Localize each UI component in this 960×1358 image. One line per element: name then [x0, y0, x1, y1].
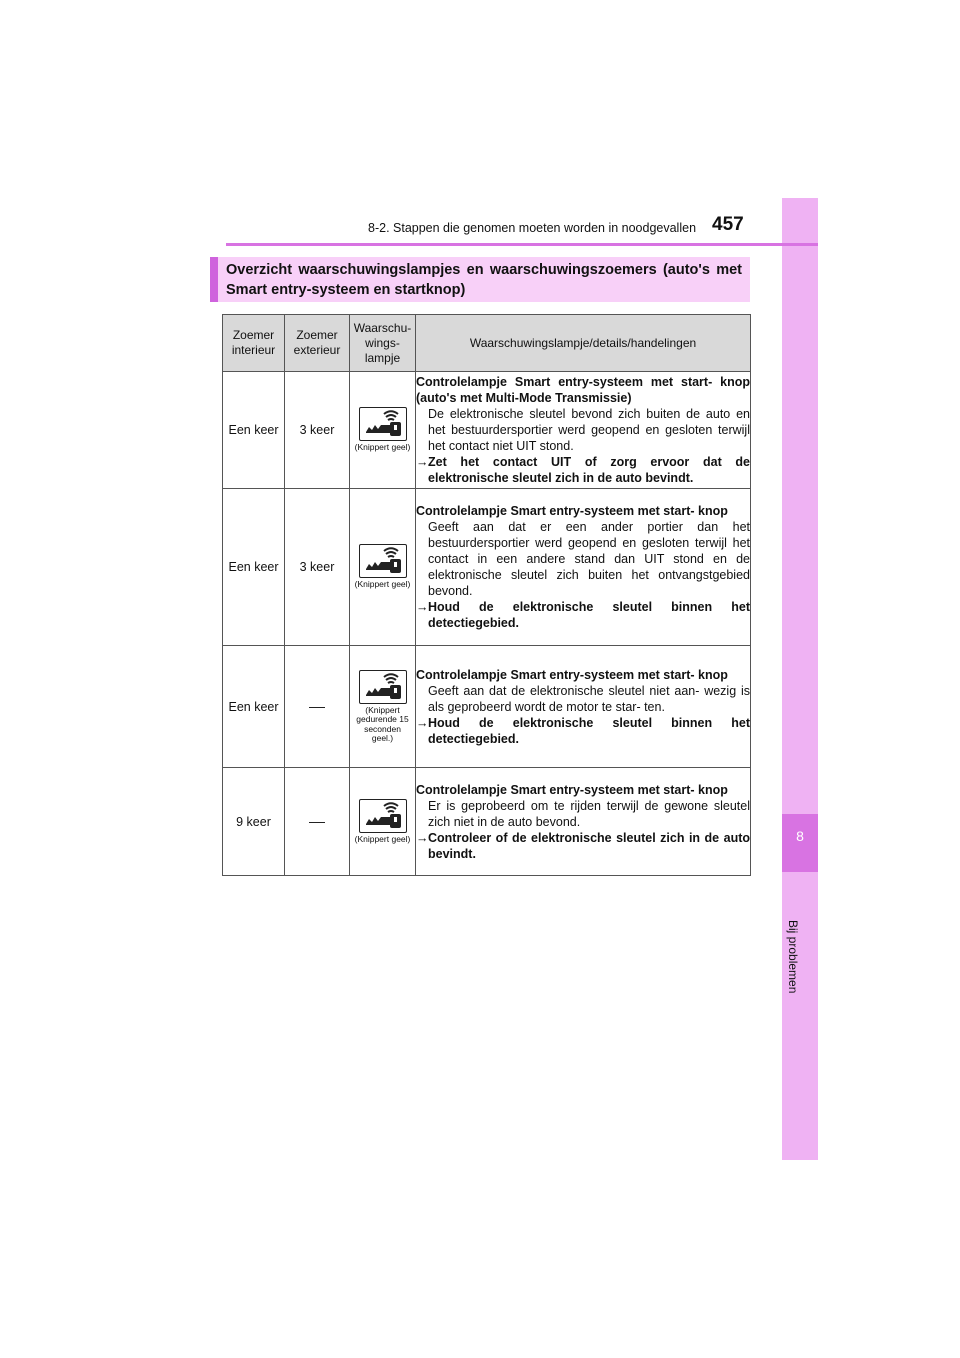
header-exterior-buzzer: Zoemer exterieur: [285, 315, 350, 372]
details-action-text: Houd de elektronische sleutel binnen het detectiegebied.: [428, 715, 750, 746]
details-cell: [416, 646, 751, 768]
warning-lamp-caption: (Knippert geel): [354, 833, 411, 844]
details-body: Geeft aan dat er een ander portier dan het bestuurdersportier werd geopend en gesloten terwijl het contact in een andere stand dan UIT stond en de elektronische sleutel zich buiten het ontvangstgebied bevond.: [428, 520, 750, 598]
smart-key-icon: [359, 544, 407, 578]
exterior-buzzer-count: 3 keer: [285, 489, 350, 646]
details-title: Controlelampje Smart entry-systeem met start- knop: [416, 504, 728, 518]
smart-key-icon: [359, 407, 407, 441]
exterior-buzzer-count: [285, 768, 350, 876]
details-action-text: Controleer of de elektronische sleutel zich in de auto bevindt.: [428, 830, 750, 861]
details-title: Controlelampje Smart entry-systeem met start- knop: [416, 667, 728, 682]
warning-lamp-cell: [350, 372, 416, 489]
smart-key-icon: [359, 799, 407, 833]
interior-buzzer-count: Een keer: [223, 489, 285, 646]
header-warning-lamp: Waarschu- wings- lampje: [350, 315, 416, 372]
dash-icon: [309, 822, 325, 823]
table-row: [223, 768, 751, 876]
exterior-buzzer-count: [285, 646, 350, 768]
page-number: 457: [712, 214, 744, 235]
breadcrumb: 8-2. Stappen die genomen moeten worden in noodgevallen: [368, 221, 697, 235]
header-interior-buzzer: Zoemer interieur: [223, 315, 285, 372]
exterior-buzzer-count: 3 keer: [285, 372, 350, 489]
warning-lamp-caption: (Knippert geel): [354, 442, 411, 453]
interior-buzzer-count: Een keer: [223, 372, 285, 489]
warning-lamp-caption: (Knippert geel): [354, 579, 411, 590]
arrow-icon: →: [416, 600, 429, 614]
chapter-label: Bij problemen: [786, 920, 800, 994]
details-body: Geeft aan dat de elektronische sleutel niet aan- wezig is als geprobeerd wordt de motor te star- ten.: [428, 683, 750, 714]
arrow-icon: →: [416, 455, 429, 469]
table-row: [223, 489, 751, 646]
details-body: De elektronische sleutel bevond zich buiten de auto en het bestuurdersportier werd geopend en gesloten terwijl het contact niet UIT stond.: [428, 407, 750, 453]
details-cell: [416, 768, 751, 876]
details-title: Controlelampje Smart entry-systeem met start- knop (auto's met Multi-Mode Transmissie): [416, 375, 750, 405]
smart-key-icon: [359, 670, 407, 704]
details-cell: [416, 489, 751, 646]
interior-buzzer-count: Een keer: [223, 646, 285, 768]
warning-lamp-cell: [350, 489, 416, 646]
chapter-side-tab: [782, 198, 818, 1160]
table-row: [223, 372, 751, 489]
details-action: [416, 599, 750, 631]
details-action: [416, 454, 750, 486]
warning-table: [222, 314, 751, 876]
warning-lamp-caption: (Knippert gedurende 15 seconden geel.): [356, 704, 409, 743]
details-action-text: Zet het contact UIT of zorg ervoor dat de elektronische sleutel zich in de auto bevindt.: [428, 455, 750, 485]
arrow-icon: →: [416, 715, 429, 730]
table-header-row: [223, 315, 751, 372]
details-action-text: Houd de elektronische sleutel binnen het detectiegebied.: [428, 600, 750, 630]
dash-icon: [309, 707, 325, 708]
details-action: [416, 715, 750, 747]
section-title: Overzicht waarschuwingslampjes en waarschuwingszoemers (auto's met Smart entry-systeem en startknop): [226, 262, 742, 298]
header-divider: [226, 243, 818, 246]
warning-lamp-cell: [350, 768, 416, 876]
arrow-icon: →: [416, 830, 429, 845]
section-title-accent: [210, 257, 218, 302]
details-body: Er is geprobeerd om te rijden terwijl de gewone sleutel zich niet in de auto bevond.: [428, 798, 750, 829]
details-cell: [416, 372, 751, 489]
header-details: Waarschuwingslampje/details/handelingen: [416, 315, 751, 372]
details-action: [416, 830, 750, 862]
interior-buzzer-count: 9 keer: [223, 768, 285, 876]
table-row: [223, 646, 751, 768]
details-title: Controlelampje Smart entry-systeem met start- knop: [416, 782, 728, 797]
warning-lamp-cell: [350, 646, 416, 768]
chapter-number: 8: [796, 828, 804, 844]
